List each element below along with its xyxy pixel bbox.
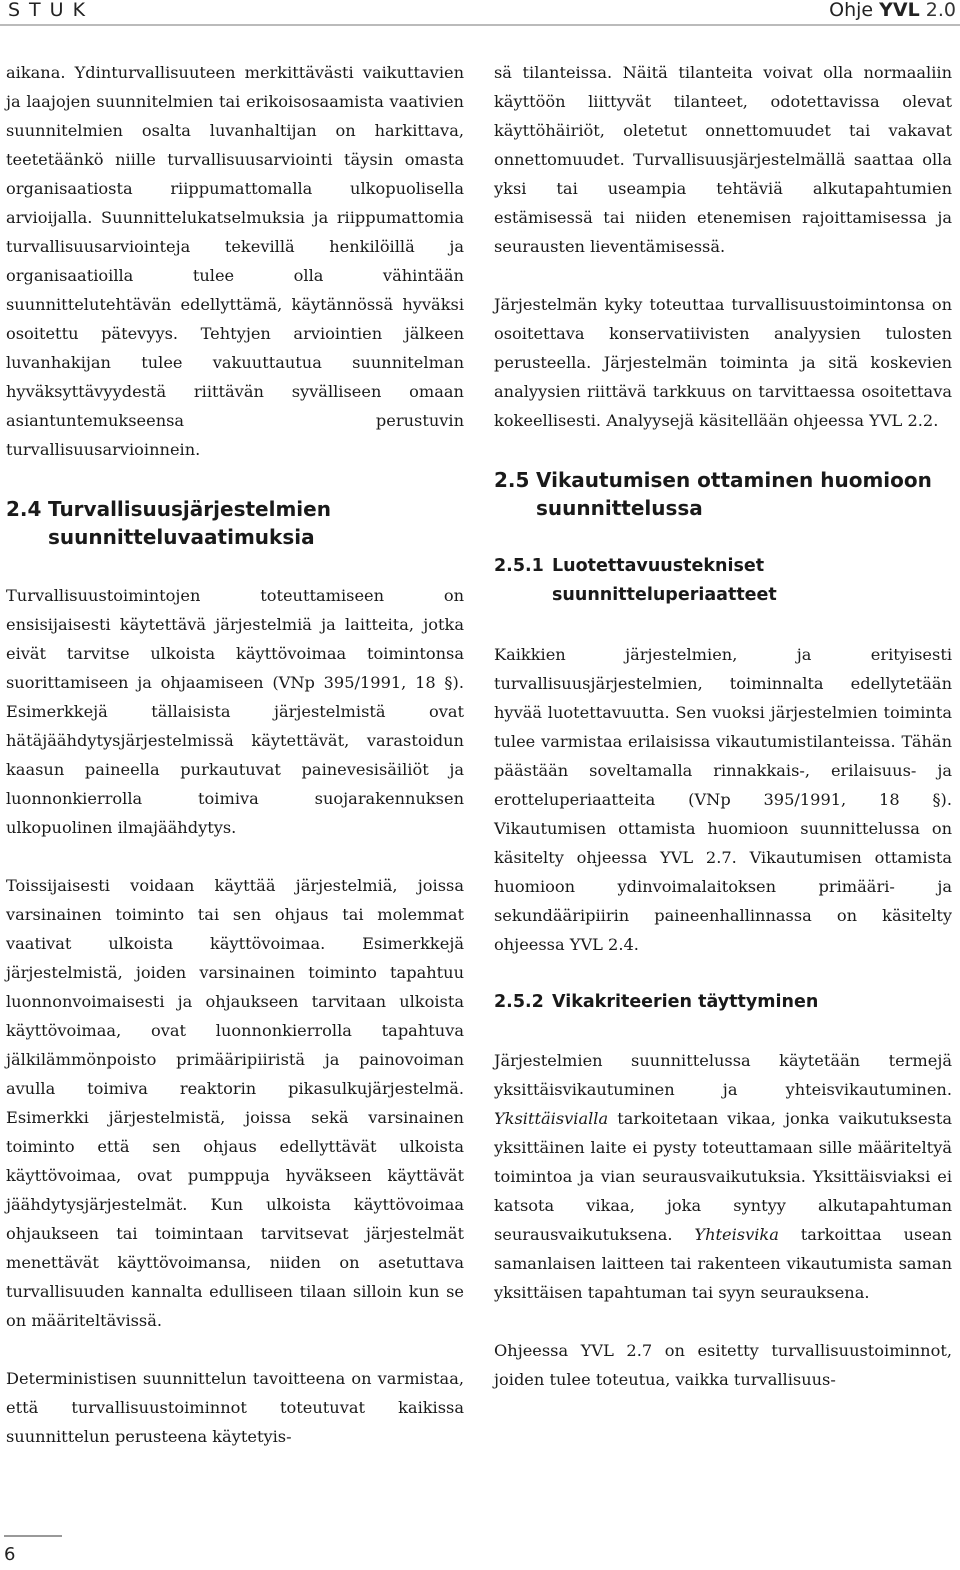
paragraph: Turvallisuustoimintojen toteuttamiseen on ensisijaisesti käytettävä järjestelmiä ja laitteita, jotka eivät tarvitse ulkoista käyttövoimaa toimintonsa suorittamiseen ja ohjaamiseen (VNp 395/1991, 18 §). Esimerkkejä tällaisista järjestelmistä ovat hätäjäähdytysjärjestelmissä käytettävät, varastoidun kaasun paineella purkautuvat painevesisäiliöt ja luonnonkierrolla toimiva suojarakennuksen ulkopuolinen ilmajäähdytys.	[6, 586, 464, 837]
left-column	[6, 58, 464, 1451]
header-guide-code: YVL	[879, 0, 920, 21]
right-column	[494, 58, 952, 1394]
paragraph: Toissijaisesti voidaan käyttää järjestelmiä, joissa varsinainen toiminto tai sen ohjaus tai molemmat vaativat ulkoista käyttövoimaa. Esimerkkejä järjestelmistä, joiden varsinainen toiminto tapahtuu luonnonvoimaisesti ja ohjaukseen tarvitaan ulkoista käyttövoimaa, ovat luonnonkierrolla tapahtuva jälkilämmönpoisto primääripiiristä ja painovoiman avulla toimiva reaktorin pikasulkujärjestelmä. Esimerkki järjestelmistä, joissa sekä varsinainen toiminto että sen ohjaus edellyttävät ulkoista käyttövoimaa, ovat pumppuja hyväkseen käyttävät jäähdytysjärjestelmät. Kun ulkoista käyttövoimaa ohjaukseen tai toimintaan tarvitsevat järjestelmät menettävät käyttövoimansa, niiden on asetuttava turvallisuuden kannalta edulliseen tilaan silloin kun se on määriteltävissä.	[6, 876, 464, 1330]
subsection-title: Luotettavuustekniset suunnitteluperiaatteet	[552, 556, 777, 605]
paragraph: sä tilanteissa. Näitä tilanteita voivat olla normaaliin käyttöön liittyvät tilanteet, odotettavissa olevat käyttöhäiriöt, oletetut onnettomuudet tai vakavat onnettomuudet. Turvallisuusjärjestelmällä saattaa olla yksi tai useampia tehtäviä alkutapahtumien estämisessä tai niiden etenemisen rajoittamisessa ja seurausten lieventämisessä.	[494, 63, 952, 256]
term-yhteisvika: Yhteisvika	[694, 1225, 779, 1244]
header-guide-prefix: Ohje	[829, 0, 880, 21]
section-heading-2-5	[494, 466, 952, 522]
header-org-name: STUK	[8, 0, 95, 21]
section-number: 2.5	[494, 468, 530, 492]
paragraph: Järjestelmän kyky toteuttaa turvallisuustoimintonsa on osoitettava konservatiivisten analyysien tulosten perusteella. Järjestelmän toiminta ja sitä koskevien analyysien riittävä tarkkuus on tarvittaessa osoitettava kokeellisesti. Analyysejä käsitellään ohjeessa YVL 2.2.	[494, 295, 952, 430]
header-guide-id	[829, 0, 956, 21]
header-rule	[0, 24, 960, 26]
term-yksittaisvialla: Yksittäisvialla	[494, 1109, 609, 1128]
paragraph-text: tarkoittaa usean samanlaisen laitteen tai rakenteen vikautumista saman yksittäisen tapahtuman tai syyn seurauksena.	[494, 1225, 952, 1302]
paragraph-text: Järjestelmien suunnittelussa käytetään termejä yksittäisvikautuminen ja yhteisvikautuminen.	[494, 1051, 952, 1099]
paragraph: Deterministisen suunnittelun tavoitteena on varmistaa, että turvallisuustoiminnot toteutuvat kaikissa suunnittelun perusteena käytetyis-	[6, 1369, 464, 1446]
footer-rule	[4, 1535, 62, 1537]
page-header	[0, 0, 960, 24]
paragraph: Ohjeessa YVL 2.7 on esitetty turvallisuustoiminnot, joiden tulee toteutua, vaikka turvallisuus-	[494, 1341, 952, 1389]
subsection-number: 2.5.2	[494, 992, 544, 1012]
subsection-heading-2-5-2	[494, 988, 952, 1017]
section-title: Turvallisuusjärjestelmien suunnitteluvaatimuksia	[48, 497, 331, 549]
subsection-number: 2.5.1	[494, 556, 544, 576]
paragraph	[494, 1046, 952, 1307]
header-guide-version: 2.0	[919, 0, 956, 21]
paragraph: Kaikkien järjestelmien, ja erityisesti turvallisuusjärjestelmien, toiminnalta edellytetään hyvää luotettavuutta. Sen vuoksi järjestelmien toiminta tulee varmistaa erilaisissa vikautumistilanteissa. Tähän päästään soveltamalla rinnakkais-, erilaisuus- ja erotteluperiaatteita (VNp 395/1991, 18 §). Vikautumisen ottamista huomioon suunnittelussa on käsitelty ohjeessa YVL 2.7. Vikautumisen ottamista huomioon ydinvoimalaitoksen primääri- ja sekundääripiirin paineenhallinnassa on käsitelty ohjeessa YVL 2.4.	[494, 645, 952, 954]
paragraph: aikana. Ydinturvallisuuteen merkittävästi vaikuttavien ja laajojen suunnitelmien tai erikoisosaamista vaativien suunnitelmien osalta luvanhaltijan on harkittava, teetetäänkö niille turvallisuusarviointi täysin omasta organisaatiosta riippumattomalla ulkopuolisella arvioijalla. Suunnittelukatselmuksia ja riippumattomia turvallisuusarviointeja tekevillä henkilöillä ja organisaatioilla tulee olla vähintään suunnittelutehtävän edellyttämä, käytännössä hyväksi osoitettu pätevyys. Tehtyjen arviointien jälkeen luvanhakijan tulee vakuuttautua suunnitelman hyväksyttävyydestä riittävän syvälliseen omaan asiantuntemukseensa perustuvin turvallisuusarvioinnein.	[6, 63, 464, 459]
section-heading-2-4	[6, 495, 464, 551]
paragraph-text: tarkoitetaan vikaa, jonka vaikutuksesta yksittäinen laite ei pysty toteuttamaan sille määriteltyä toimintoa ja vian seurausvaikutuksia. Yksittäisviaksi ei katsota vikaa, joka syntyy alkutapahtuman seurausvaikutuksena.	[494, 1109, 952, 1244]
section-number: 2.4	[6, 497, 42, 521]
subsection-title: Vikakriteerien täyttyminen	[552, 992, 819, 1012]
subsection-heading-2-5-1	[494, 552, 952, 610]
section-title: Vikautumisen ottaminen huomioon suunnittelussa	[536, 468, 932, 520]
page-number: 6	[4, 1544, 16, 1565]
